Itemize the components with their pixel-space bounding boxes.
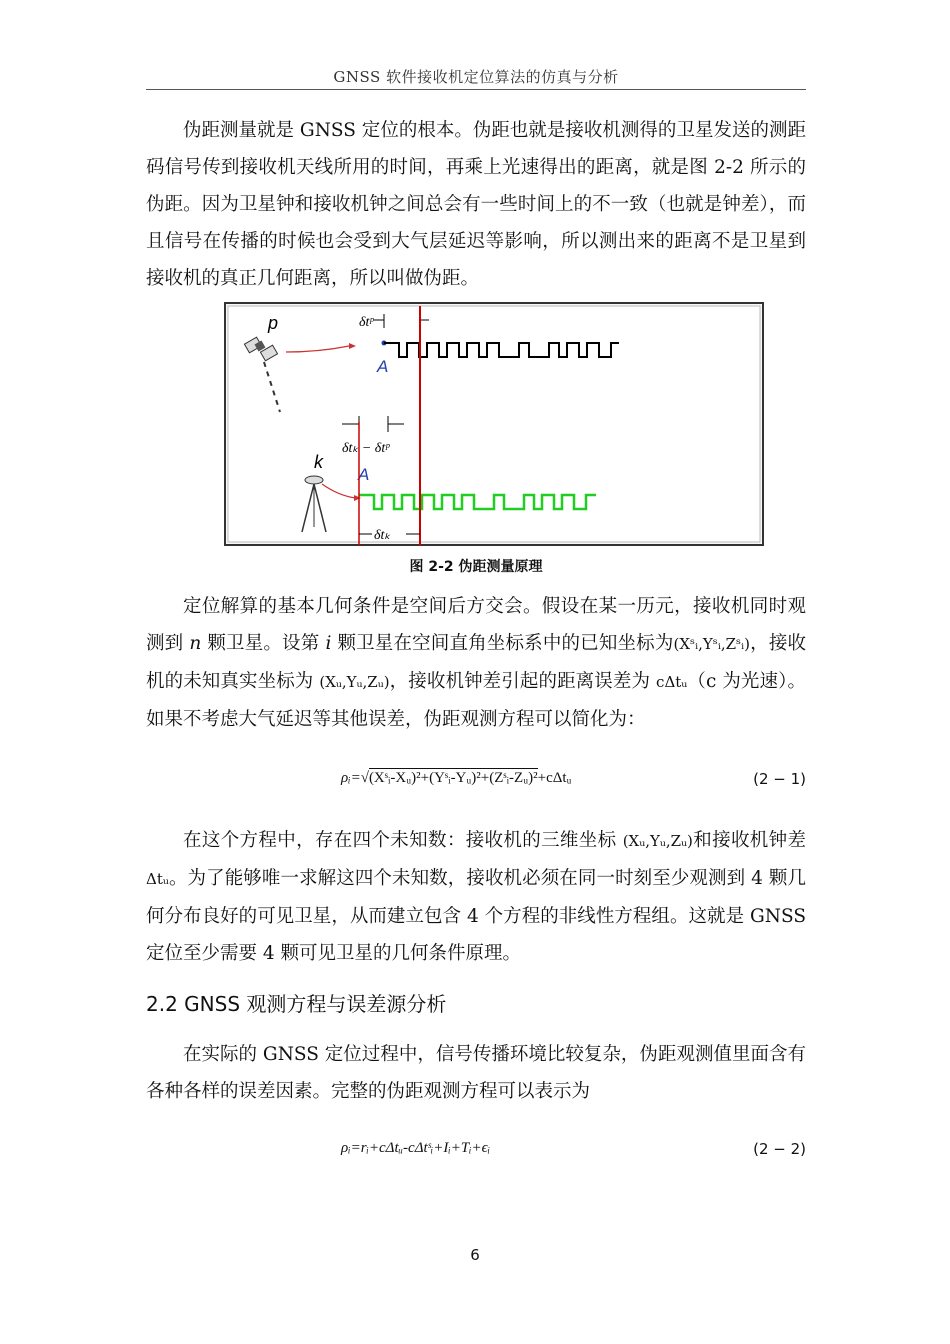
eq1-lhs: ρᵢ= <box>341 770 361 786</box>
header-rule <box>146 89 806 90</box>
delta-tp-label: δtᵖ <box>359 315 374 330</box>
equation-2-1-body: ρᵢ=√(Xˢᵢ-Xᵤ)²+(Yˢᵢ-Yᵤ)²+(Zˢᵢ-Zᵤ)²+cΔtᵤ <box>341 770 572 786</box>
text-fragment: 和接收机钟差 <box>692 830 806 851</box>
symbol-sat-coord: (Xˢᵢ,Yˢᵢ,Zˢᵢ) <box>673 635 750 653</box>
text-fragment: ，接收机的未知真实坐标为 <box>146 633 806 692</box>
figure-caption: 图 2-2 伪距测量原理 <box>409 559 543 575</box>
eq1-radicand: (Xˢᵢ-Xᵤ)²+(Yˢᵢ-Yᵤ)²+(Zˢᵢ-Zᵤ)² <box>368 770 538 786</box>
text-fragment: 颗卫星在空间直角坐标系中的已知坐标为 <box>331 633 674 654</box>
label-A-top: A <box>377 357 389 376</box>
label-p: p <box>268 313 279 333</box>
delta-tk-label: δtₖ <box>374 528 391 543</box>
equation-2-2 <box>146 1140 806 1170</box>
paragraph-pseudorange-intro: 伪距测量就是 GNSS 定位的根本。伪距也就是接收机测得的卫星发送的测距码信号传到接收机天线所用的时间，再乘上光速得出的距离，就是图 2-2 所示的伪距。因为卫星钟和接收机钟之间总会有一些时间上的不一致（也就是钟差），而且信号在传播的时候也会受到大气层延迟等影响，所以测出来的距离不是卫星到接收机的真正几何距离，所以叫做伪距。 <box>146 120 806 289</box>
symbol-clock-error: cΔtᵤ <box>656 673 688 691</box>
page-number: 6 <box>470 1246 480 1264</box>
label-k: k <box>314 452 323 472</box>
text-fragment: 在这个方程中，存在四个未知数：接收机的三维坐标 <box>183 830 623 851</box>
symbol-i: i <box>325 633 332 654</box>
equation-2-2-body: ρᵢ=rᵢ+cΔtᵤ-cΔtˢᵢ+Iᵢ+Tᵢ+ϵᵢ <box>341 1140 491 1156</box>
label-A-bottom: A <box>358 465 370 484</box>
running-header: GNSS 软件接收机定位算法的仿真与分析 <box>333 68 619 86</box>
pseudorange-diagram <box>224 302 764 546</box>
pseudorange-figure <box>224 302 764 546</box>
symbol-delta-tu: Δtᵤ <box>146 870 169 888</box>
eq1-tail: +cΔtᵤ <box>537 770 572 786</box>
equation-2-1 <box>146 770 806 800</box>
paragraph-four-unknowns <box>146 822 806 972</box>
section-heading: 2.2 GNSS 观测方程与误差源分析 <box>146 992 447 1016</box>
equation-number: (2 − 1) <box>753 770 806 788</box>
paragraph-error-sources: 在实际的 GNSS 定位过程中，信号传播环境比较复杂，伪距观测值里面含有各种各样的误差因素。完整的伪距观测方程可以表示为 <box>146 1044 806 1102</box>
text-fragment: 定位解算的基本几何条件是空间后方交会。假设在某一历元，接收机同时观测到 <box>146 596 806 654</box>
text-fragment: （c 为光速）。如果不考虑大气延迟等其他误差，伪距观测方程可以简化为： <box>146 671 806 730</box>
text-fragment: 。为了能够唯一求解这四个未知数，接收机必须在同一时刻至少观测到 4 颗几何分布良好的可见卫星，从而建立包含 4 个方程的非线性方程组。这就是 GNSS 定位至少需要 4 颗可见卫星的几何条件原理。 <box>146 868 806 964</box>
symbol-rx-coord: (Xᵤ,Yᵤ,Zᵤ) <box>319 673 390 691</box>
delta-diff-label: δtₖ − δtᵖ <box>342 441 390 456</box>
text-fragment: ，接收机钟差引起的距离误差为 <box>389 671 657 692</box>
symbol-rx-coord: (Xᵤ,Yᵤ,Zᵤ) <box>622 832 693 850</box>
text-fragment: 颗卫星。设第 <box>201 633 326 654</box>
symbol-n: n <box>189 633 202 654</box>
equation-number: (2 − 2) <box>753 1140 806 1158</box>
paragraph-resection <box>146 588 806 738</box>
